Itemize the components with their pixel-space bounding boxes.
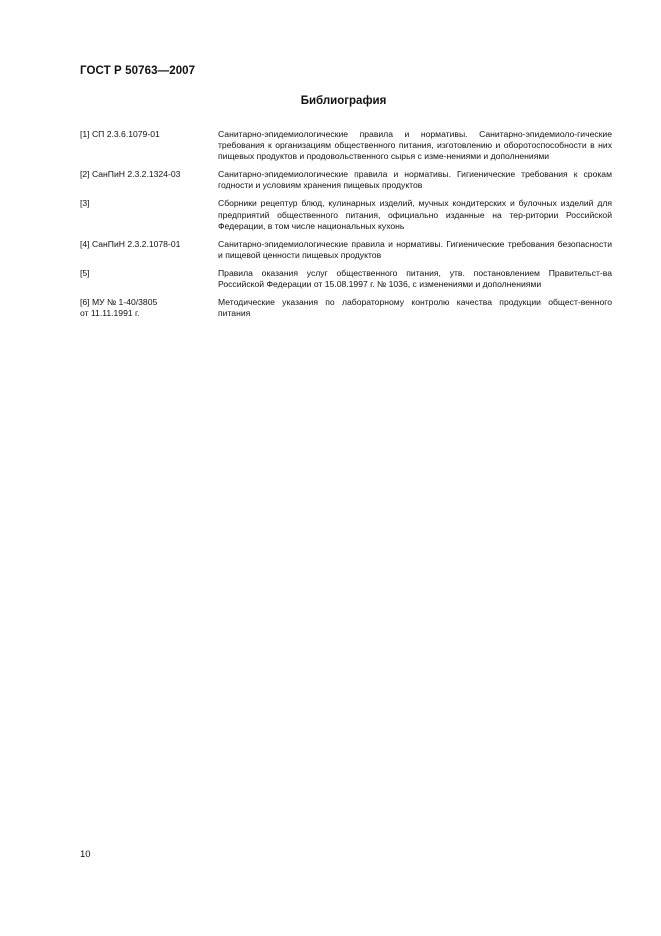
bibliography-entry [80, 268, 612, 290]
bibliography-entry [80, 198, 612, 231]
bibliography-ref: [1] СП 2.3.6.1079-01 [80, 129, 160, 139]
bibliography-ref: [5] [80, 267, 90, 278]
document-header: ГОСТ Р 50763—2007 [80, 65, 196, 77]
bibliography-description: Санитарно-эпидемиологические правила и нормативы. Гигиенические требования к срокам годности и условиям хранения пищевых продуктов [218, 169, 612, 191]
bibliography-entry [80, 169, 612, 191]
bibliography-ref: [2] СанПиН 2.3.2.1324-03 [80, 169, 181, 180]
bibliography-description: Санитарно-эпидемиологические правила и нормативы. Санитарно-эпидемиоло-гические требования к организациям общественного питания, изготовлению и оборотоспособности в них пищевых продуктов и продовольственного сырья с изме-нениями и дополнениями [218, 129, 612, 162]
page-number: 10 [80, 849, 91, 860]
section-title [0, 95, 661, 107]
section-title-text: Библиография [300, 95, 387, 107]
bibliography-ref: [4] СанПиН 2.3.2.1078-01 [80, 238, 181, 249]
bibliography-description: Правила оказания услуг общественного питания, утв. постановлением Правительст-ва Российской Федерации от 15.08.1997 г. № 1036, с изменениями и дополнениями [218, 267, 612, 290]
bibliography-description: Методические указания по лабораторному контролю качества продукции общест-венного питания [218, 297, 612, 319]
bibliography-ref: [6] МУ № 1-40/3805 от 11.11.1991 г. [80, 297, 158, 319]
bibliography-ref: [3] [80, 198, 90, 209]
bibliography-entry [80, 239, 612, 261]
bibliography-entry [80, 129, 612, 162]
bibliography-list [80, 129, 612, 326]
bibliography-entry [80, 297, 612, 319]
bibliography-description: Сборники рецептур блюд, кулинарных изделий, мучных кондитерских и булочных изделий для предприятий общественного питания, официально изданные на тер-ритории Российской Федерации, в том числе национальных кухонь [218, 198, 612, 231]
bibliography-description: Санитарно-эпидемиологические правила и нормативы. Гигиенические требования безопасности и пищевой ценности пищевых продуктов [218, 238, 612, 260]
